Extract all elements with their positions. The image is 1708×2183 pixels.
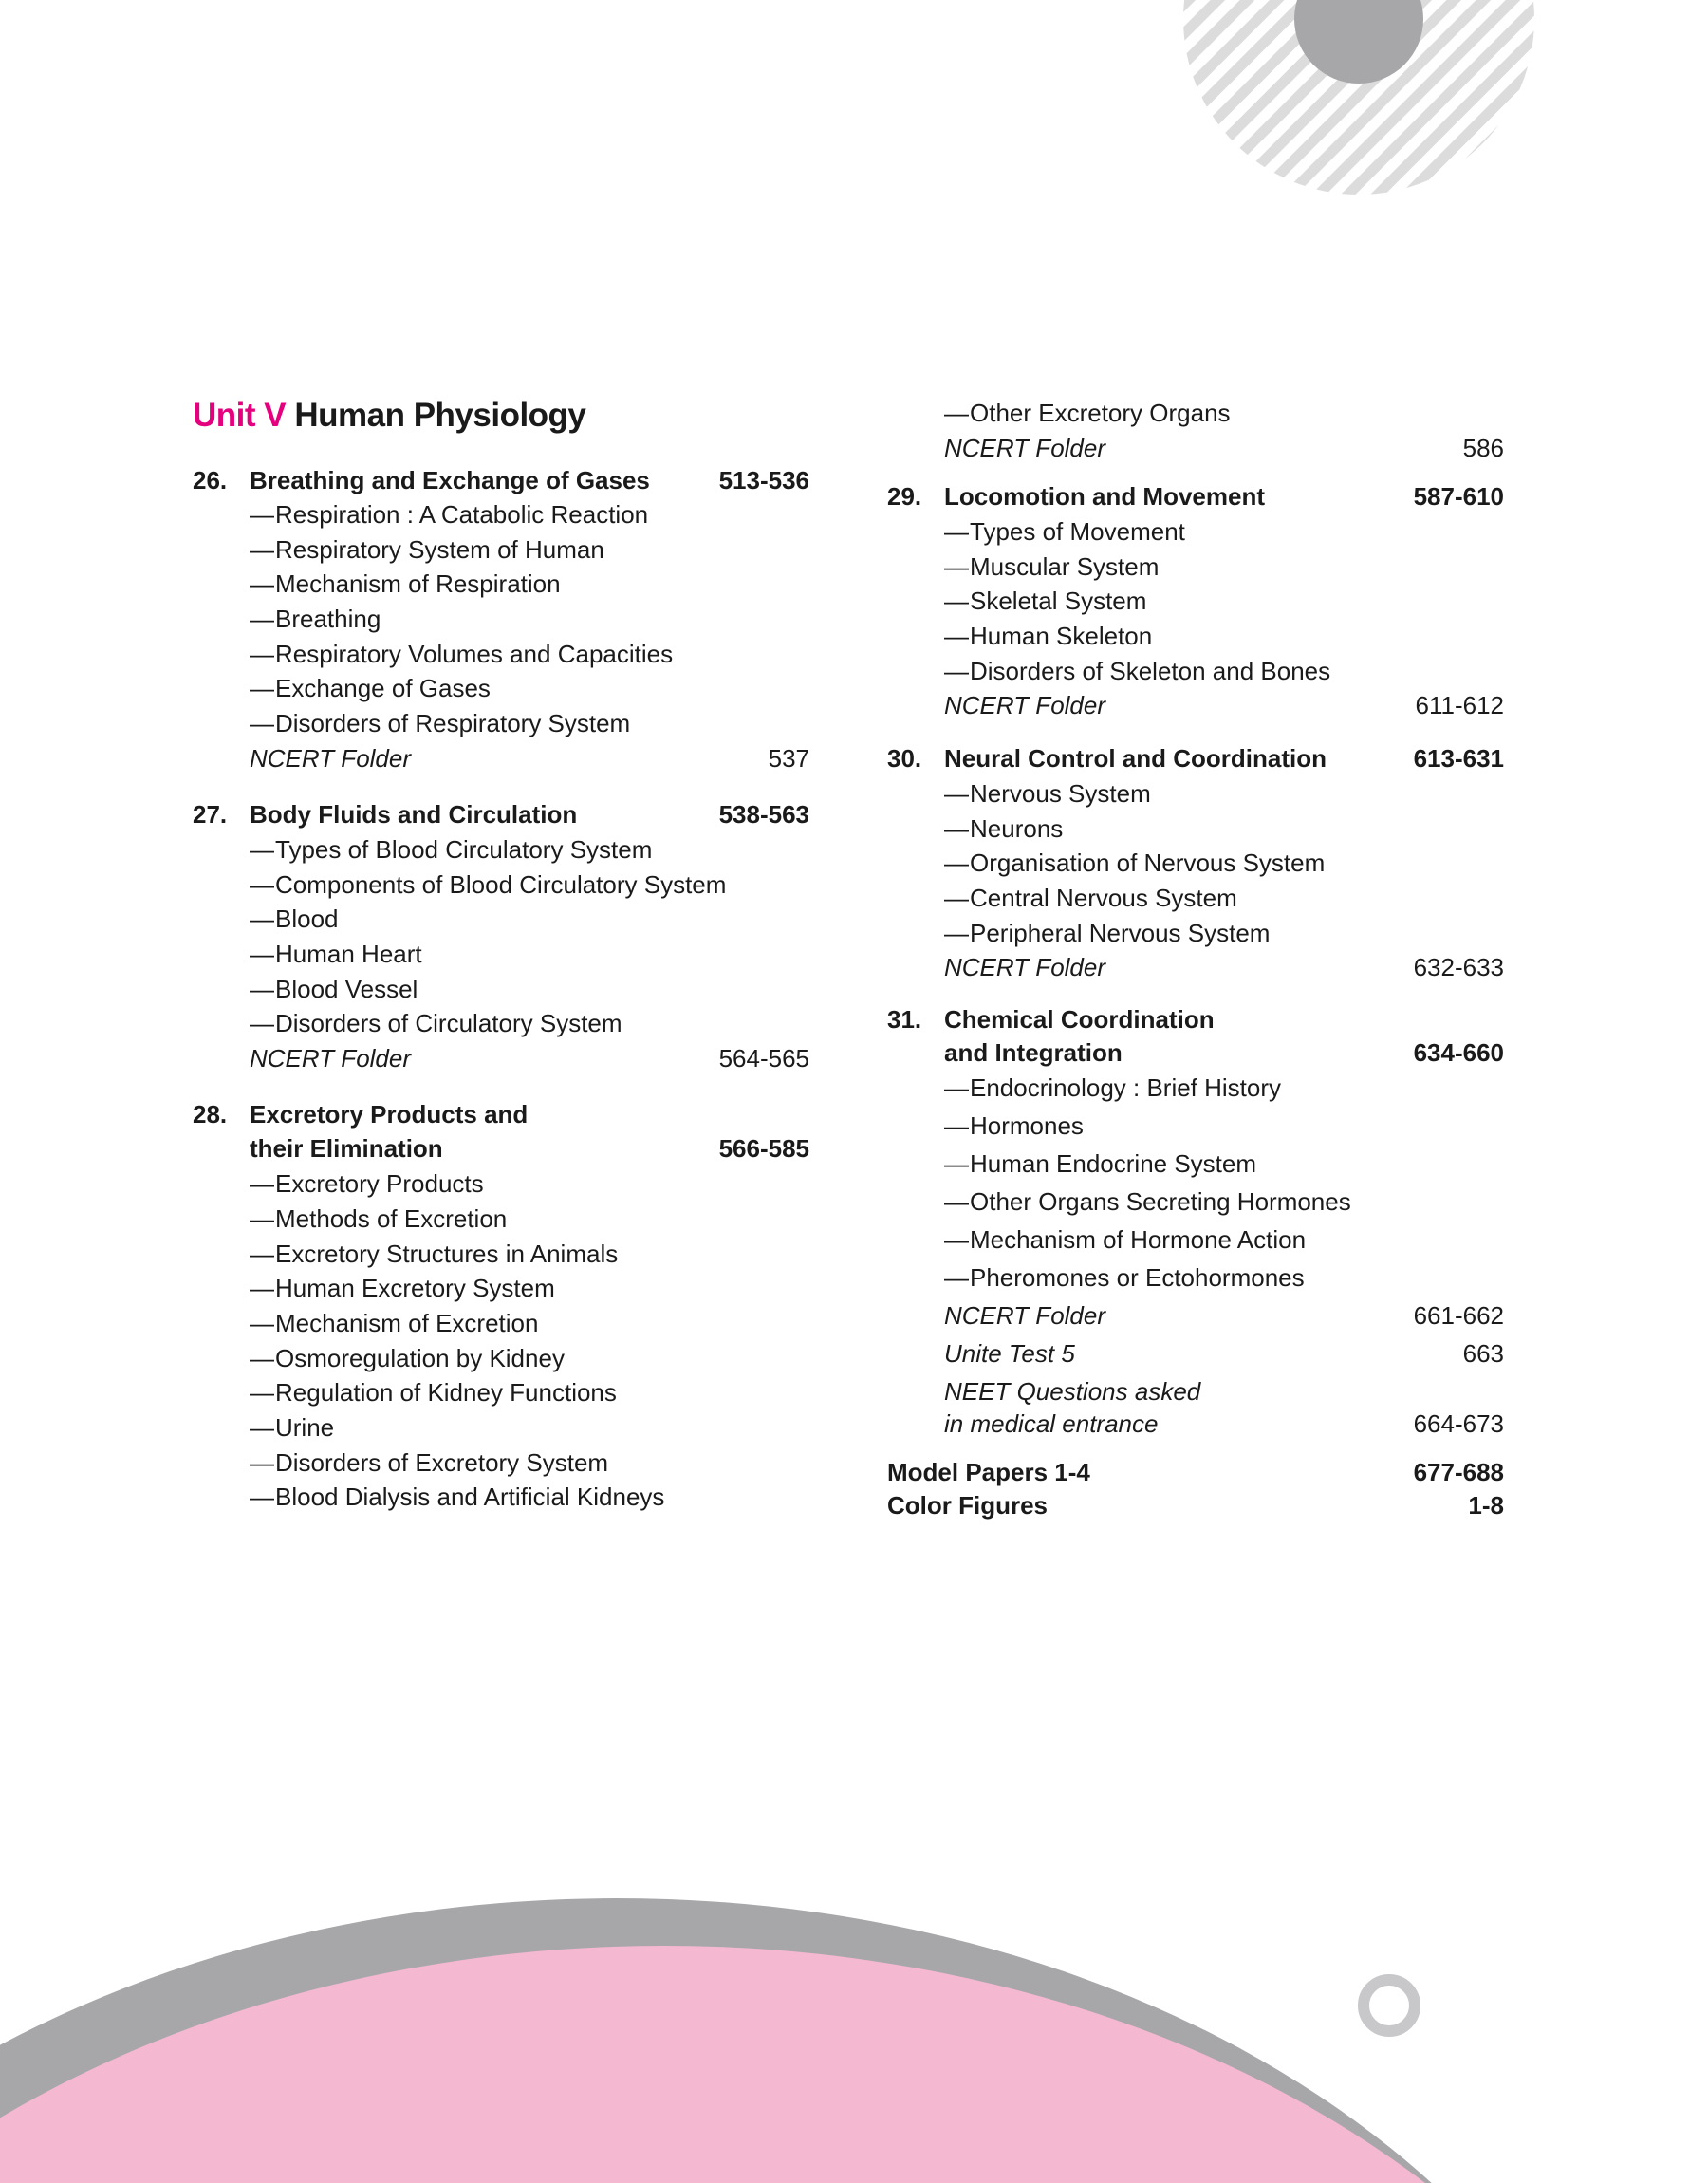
topic-label: Disorders of Respiratory System [275,709,631,737]
topic-label: Respiratory System of Human [275,535,604,564]
dash: — [944,1263,969,1292]
topic-label: Mechanism of Respiration [275,569,561,598]
unit-title: Human Physiology [294,397,586,434]
dash: — [250,535,274,564]
ncert-folder-row[interactable] [193,741,809,775]
topic-label: Excretory Products [275,1169,484,1198]
dash: — [944,399,969,427]
folder-pages: 611-612 [1415,691,1504,719]
folder-pages: 564-565 [718,1044,809,1073]
topic-item[interactable] [887,776,1504,811]
folder-pages: 661-662 [1413,1301,1504,1330]
topic-item[interactable] [887,396,1504,430]
topic-label: Human Excretory System [275,1274,555,1302]
chapter-number: 30. [887,744,922,773]
dash: — [944,517,969,546]
unit-test-row[interactable] [887,1336,1504,1371]
dash: — [250,709,274,737]
topic-item[interactable] [193,671,809,705]
topic-item[interactable] [193,1306,809,1340]
topic-label: Endocrinology : Brief History [970,1073,1282,1102]
topic-item[interactable] [887,846,1504,880]
chapter-number: 31. [887,1005,922,1034]
chapter-pages: 587-610 [1413,482,1504,511]
unit-test-label: Unite Test 5 [944,1339,1075,1368]
topic-item[interactable] [887,916,1504,950]
topic-item[interactable] [887,654,1504,688]
topic-label: Types of Blood Circulatory System [275,835,653,864]
folder-label: NCERT Folder [944,1301,1106,1330]
topic-item[interactable] [887,1260,1504,1295]
topic-item[interactable] [193,602,809,636]
model-papers-row[interactable] [887,1455,1504,1489]
topic-label: Exchange of Gases [275,674,491,702]
topic-item[interactable] [193,1375,809,1409]
topic-label: Breathing [275,605,381,633]
folder-label: NCERT Folder [944,691,1106,719]
topic-label: Mechanism of Excretion [275,1309,539,1337]
dash: — [250,1413,274,1442]
chapter-number: 28. [193,1100,228,1129]
bottom-arc-decoration [0,1898,1708,2183]
topic-label: Respiratory Volumes and Capacities [275,640,674,668]
topic-item[interactable] [193,937,809,971]
dash: — [250,640,274,668]
topic-item[interactable] [887,1071,1504,1105]
topic-item[interactable] [193,972,809,1006]
chapter-number: 29. [887,482,922,511]
topic-item[interactable] [887,1147,1504,1181]
neet-pages: 664-673 [1413,1409,1504,1438]
topic-item[interactable] [193,1202,809,1236]
neet-label-line1: NEET Questions asked [944,1377,1201,1406]
topic-item[interactable] [887,584,1504,618]
topic-item[interactable] [193,1237,809,1271]
dash: — [250,1378,274,1407]
unit-heading [193,397,585,435]
chapter-31-heading-cont[interactable] [887,1036,1504,1070]
topic-item[interactable] [193,532,809,567]
topic-label: Central Nervous System [970,884,1237,912]
topic-label: Peripheral Nervous System [970,919,1271,947]
dash: — [944,884,969,912]
model-papers-label: Model Papers 1-4 [887,1458,1090,1486]
topic-item[interactable] [887,514,1504,549]
topic-item[interactable] [193,497,809,532]
topic-item[interactable] [193,1006,809,1040]
dash: — [944,587,969,615]
ncert-folder-row[interactable] [193,1041,809,1075]
ncert-folder-row[interactable] [887,1298,1504,1333]
topic-label: Human Endocrine System [970,1149,1257,1178]
unit-test-pages: 663 [1462,1339,1504,1368]
chapter-title-line1: Chemical Coordination [944,1005,1215,1034]
chapter-title-line1: Excretory Products and [250,1100,529,1129]
dash: — [250,1274,274,1302]
topic-label: Nervous System [970,779,1151,808]
chapter-28-heading[interactable] [193,1097,809,1131]
chapter-pages: 513-536 [718,466,809,494]
dash: — [250,1483,274,1511]
chapter-number: 27. [193,800,228,829]
color-figures-label: Color Figures [887,1491,1049,1520]
chapter-title: Breathing and Exchange of Gases [250,466,650,494]
topic-item[interactable] [193,1341,809,1375]
chapter-26-heading[interactable] [193,463,809,497]
dash: — [250,835,274,864]
dash: — [250,674,274,702]
dash: — [250,905,274,933]
ncert-folder-row[interactable] [887,950,1504,984]
topic-label: Disorders of Skeleton and Bones [970,657,1331,685]
dash: — [944,779,969,808]
topic-label: Excretory Structures in Animals [275,1240,619,1268]
dash: — [250,569,274,598]
topic-item[interactable] [193,1410,809,1445]
ring-decoration [1364,1980,1415,2031]
dash: — [250,1309,274,1337]
folder-label: NCERT Folder [250,1044,412,1073]
topic-item[interactable] [193,637,809,671]
chapter-31-heading[interactable] [887,1002,1504,1036]
topic-label: Human Skeleton [970,622,1153,650]
topic-label: Osmoregulation by Kidney [275,1344,565,1372]
topic-item[interactable] [193,1271,809,1305]
topic-label: Hormones [970,1111,1084,1140]
dash: — [250,1169,274,1198]
topic-item[interactable] [193,1446,809,1480]
chapter-title: Neural Control and Coordination [944,744,1327,773]
topic-item[interactable] [887,619,1504,653]
chapter-number: 26. [193,466,228,494]
topic-label: Pheromones or Ectohormones [970,1263,1305,1292]
dash: — [944,622,969,650]
topic-label: Components of Blood Circulatory System [275,870,727,899]
chapter-title: Body Fluids and Circulation [250,800,578,829]
neet-label-line2: in medical entrance [944,1409,1159,1438]
neet-questions-row[interactable] [887,1374,1504,1409]
topic-item[interactable] [887,881,1504,915]
dash: — [250,975,274,1003]
color-figures-row[interactable] [887,1488,1504,1522]
chapter-29-heading[interactable] [887,479,1504,513]
chapter-title: Locomotion and Movement [944,482,1265,511]
topic-item[interactable] [193,868,809,902]
chapter-title-line2: and Integration [944,1038,1123,1067]
topic-label: Other Organs Secreting Hormones [970,1187,1351,1216]
topic-label: Methods of Excretion [275,1204,508,1233]
folder-pages: 586 [1462,434,1504,462]
unit-label: Unit V [193,397,287,434]
dash: — [250,1344,274,1372]
folder-label: NCERT Folder [944,953,1106,981]
topic-label: Neurons [970,814,1064,843]
dash: — [250,1240,274,1268]
folder-pages: 537 [768,744,809,773]
topic-item[interactable] [193,1166,809,1201]
topic-item[interactable] [193,1480,809,1514]
topic-label: Disorders of Excretory System [275,1448,609,1477]
color-figures-pages: 1-8 [1468,1491,1504,1520]
model-papers-pages: 677-688 [1413,1458,1504,1486]
dash: — [250,1204,274,1233]
topic-label: Respiration : A Catabolic Reaction [275,500,649,529]
topic-item[interactable] [193,902,809,936]
topic-label: Muscular System [970,552,1160,581]
dash: — [250,605,274,633]
dash: — [944,849,969,877]
topic-item[interactable] [887,550,1504,584]
folder-pages: 632-633 [1413,953,1504,981]
dash: — [944,1225,969,1254]
topic-item[interactable] [193,567,809,601]
topic-label: Skeletal System [970,587,1147,615]
chapter-pages: 634-660 [1413,1038,1504,1067]
chapter-pages: 566-585 [718,1134,809,1163]
chapter-30-heading[interactable] [887,741,1504,775]
dash: — [944,1111,969,1140]
dash: — [944,1187,969,1216]
dash: — [250,940,274,968]
topic-label: Blood Dialysis and Artificial Kidneys [275,1483,665,1511]
dash: — [944,919,969,947]
folder-label: NCERT Folder [250,744,412,773]
topic-label: Organisation of Nervous System [970,849,1326,877]
topic-item[interactable] [887,812,1504,846]
topic-label: Other Excretory Organs [970,399,1231,427]
dash: — [250,500,274,529]
topic-item[interactable] [193,706,809,740]
topic-label: Blood Vessel [275,975,418,1003]
chapter-pages: 538-563 [718,800,809,829]
dash: — [250,1009,274,1037]
dash: — [250,1448,274,1477]
ncert-folder-row[interactable] [887,431,1504,465]
dash: — [944,1073,969,1102]
dash: — [944,657,969,685]
topic-item[interactable] [887,1222,1504,1257]
topic-label: Types of Movement [970,517,1185,546]
topic-label: Regulation of Kidney Functions [275,1378,617,1407]
topic-label: Human Heart [275,940,422,968]
chapter-27-heading[interactable] [193,797,809,831]
dash: — [944,814,969,843]
folder-label: NCERT Folder [944,434,1106,462]
dash: — [944,1149,969,1178]
topic-item[interactable] [887,1185,1504,1219]
topic-item[interactable] [193,832,809,867]
topic-label: Disorders of Circulatory System [275,1009,622,1037]
dash: — [250,870,274,899]
neet-questions-row-cont[interactable] [887,1407,1504,1441]
topic-label: Blood [275,905,339,933]
topic-label: Urine [275,1413,335,1442]
dash: — [944,552,969,581]
chapter-title-line2: their Elimination [250,1134,443,1163]
topic-label: Mechanism of Hormone Action [970,1225,1307,1254]
chapter-28-heading-cont[interactable] [193,1131,809,1166]
ncert-folder-row[interactable] [887,688,1504,722]
topic-item[interactable] [887,1109,1504,1143]
chapter-pages: 613-631 [1413,744,1504,773]
